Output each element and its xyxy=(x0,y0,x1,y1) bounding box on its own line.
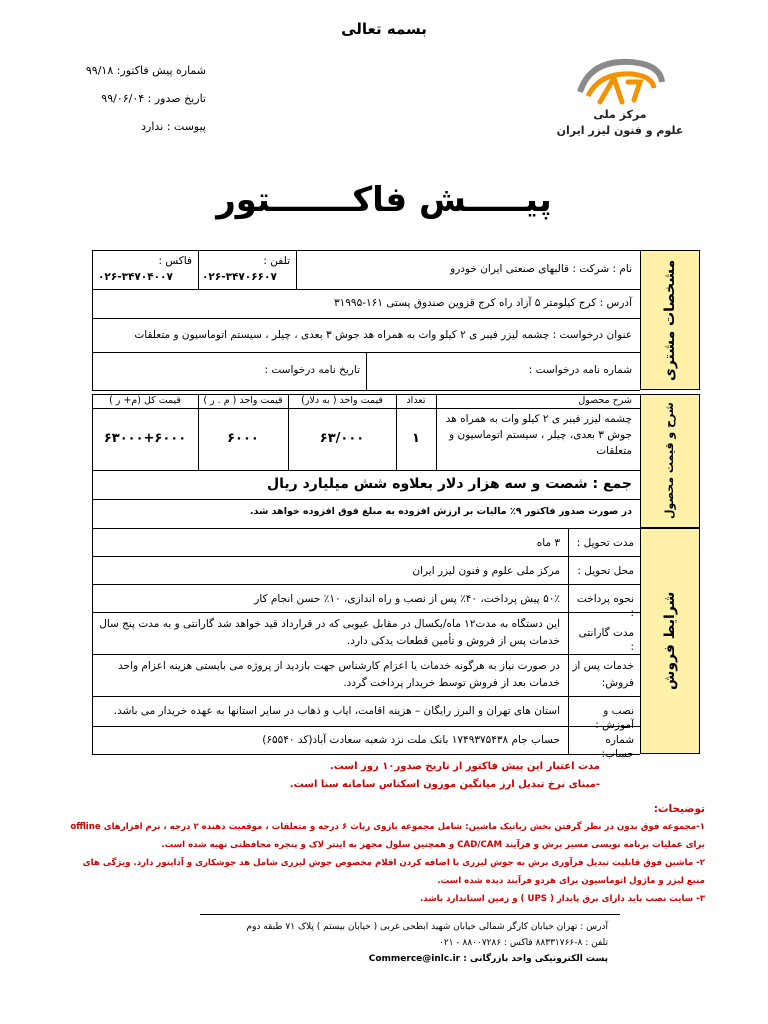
term-value-payment: ۵۰٪ پیش پرداخت، ۴۰٪ پس از نصب و راه اندازی، ۱۰٪ حسن انجام کار xyxy=(254,593,560,605)
item-qty: ۱ xyxy=(412,431,420,446)
note-line-1: ۱-مجموعه فوق بدون در نظر گرفتن بخش رباتیک ماشین: شامل مجموعه بازوی رباث ۶ درجه و متعلقات ، موقعیت دهنده ۲ درجه ، نرم افزارهای offline xyxy=(70,822,705,832)
item-total: ۶۳۰۰۰+۶۰۰۰ xyxy=(103,431,187,446)
term-value-warranty: این دستگاه به مدت۱۲ ماه/یکسال در مقابل عیوبی که در قرارداد قید خواهد شد گارانتی و به مدت پنج سال خدمات پس از فروش و تأمین قطعات یدکی دارد. xyxy=(99,618,560,647)
term-label-account: شماره حساب: xyxy=(601,734,634,761)
inlc-logo-icon xyxy=(570,52,670,112)
col-header-unit-usd: قیمت واحد ( به دلار) xyxy=(301,395,383,406)
term-label-delivery-place: محل تحویل : xyxy=(577,565,634,577)
col-header-unit-rial: قیمت واحد ( م . ر ) xyxy=(203,395,283,406)
note-line-2: برای عملیات برنامه نویسی مسیر برش و فرآیند CAD/CAM و همچنین سلول مجهز به اینتر لاک و پنجره محافظتی تهیه شده است. xyxy=(161,840,705,850)
item-unit-usd: ۶۳/۰۰۰ xyxy=(319,431,365,446)
request-number: شماره نامه درخواست : xyxy=(528,364,632,376)
attachment-status: پیوست : ندارد xyxy=(141,120,206,133)
col-header-description: شرح محصول xyxy=(578,395,632,406)
items-section-label: شرح و قیمت محصول xyxy=(663,402,676,520)
col-header-qty: تعداد xyxy=(406,395,426,406)
item-unit-rial: ۶۰۰۰ xyxy=(227,431,259,446)
phone-label: تلفن : xyxy=(263,255,290,267)
logo-line-2: علوم و فنون لیزر ایران xyxy=(556,124,684,137)
customer-section-label: مشخصات مشتری xyxy=(662,259,678,381)
fax-label: فاکس : xyxy=(158,255,192,267)
footer-phone: تلفن : ۸-۸۸۳۳۱۷۶۶ فاکس : ۸۸۰۰۷۲۸۶ - ۰۲۱ xyxy=(438,938,608,948)
bismillah-header: بسمه تعالی xyxy=(341,20,427,38)
term-label-payment: نحوه پرداخت : xyxy=(576,593,634,620)
term-label-warranty: مدت گارانتی : xyxy=(578,627,634,654)
notes-title: توضیحات: xyxy=(653,803,705,815)
customer-address: آدرس : کرج کیلومتر ۵ آزاد راه کرج قزوین صندوق پستی ۱۶۱-۳۱۹۹۵ xyxy=(334,297,632,309)
terms-section-label: شرایط فروش xyxy=(662,591,678,691)
vat-note: در صورت صدور فاکتور ۹٪ مالیات بر ارزش افزوده به مبلغ فوق افزوده خواهد شد. xyxy=(249,506,632,517)
term-label-after-sales: خدمات پس از فروش: xyxy=(572,660,634,689)
validity-line-2: -مبنای نرخ تبدیل ارز میانگین موزون اسکناس سامانه سنا است. xyxy=(289,779,600,790)
term-value-account: حساب جام ۱۷۴۹۳۷۵۴۳۸ بانک ملت نزد شعبه سعادت آباد(کد ۶۵۵۴۰) xyxy=(262,734,560,746)
term-value-delivery-place: مرکز ملی علوم و فنون لیزر ایران xyxy=(412,565,560,577)
term-value-after-sales: در صورت نیاز به هرگونه خدمات یا اعزام کارشناس جهت بازدید از پروژه می بایستی هزینه اعزام واحد خدمات بعد از فروش توسط خریدار پرداخت گردد. xyxy=(118,660,560,689)
request-date: تاریخ نامه درخواست : xyxy=(264,364,360,376)
col-header-total: قیمت کل (م+ ر ) xyxy=(109,395,181,406)
note-line-4: منبع لیزر و ماژول اتوماسیون برای هردو فرآیند دیده شده است. xyxy=(437,876,705,886)
validity-line-1: مدت اعتبار این پیش فاکتور از تاریخ صدور۱۰ روز است. xyxy=(329,761,600,772)
request-title: عنوان درخواست : چشمه لیزر فیبر ی ۲ کیلو وات به همراه هد جوش ۳ بعدی ، چیلر ، سیستم اتوماسیون و متعلقات xyxy=(134,329,632,341)
issue-date: تاریخ صدور : ۹۹/۰۶/۰۴ xyxy=(101,92,206,105)
footer-divider xyxy=(200,914,620,915)
note-line-5: ۳- سایت نصب باید دارای برق پایدار ( UPS ) و زمین استاندارد باشد. xyxy=(419,894,705,904)
fax-value: ۰۲۶-۳۴۷۰۴۰۰۷ xyxy=(98,271,173,283)
term-label-installation: نصب و آموزش : xyxy=(595,705,634,732)
term-value-delivery-time: ۳ ماه xyxy=(536,537,560,549)
note-line-3: ۲- ماشین فوق قابلیت تبدیل فرآوری برش به جوش لیزری با اضافه کردن اقلام مخصوص جوش لیزری شامل هد جوشکاری و آداپتور دارد. ویژگی های xyxy=(82,858,705,868)
term-value-installation: استان های تهران و البرز رایگان – هزینه اقامت، ایاب و ذهاب در سایر استانها به عهده خریدار می باشد. xyxy=(113,705,560,717)
footer-email: پست الکترونیکی واحد بازرگانی : Commerce@inlc.ir xyxy=(368,954,608,964)
logo-line-1: مرکز ملی xyxy=(593,108,647,121)
customer-company: نام : شرکت : قالبهای صنعتی ایران خودرو xyxy=(450,263,632,275)
document-title: پیـــــش فاکـــــــتور xyxy=(216,180,552,220)
term-label-delivery-time: مدت تحویل : xyxy=(576,537,634,549)
footer-address: آدرس : تهران خیابان کارگر شمالی خیابان شهید ابطحی غربی ( خیابان بیستم ) پلاک ۷۱ طبقه دوم xyxy=(246,922,608,932)
sum-text: جمع : شصت و سه هزار دلار بعلاوه شش میلیارد ریال xyxy=(266,476,632,492)
invoice-number: شماره پیش فاکتور: ۹۹/۱۸ xyxy=(85,64,206,77)
item-description: چشمه لیزر فیبر ی ۲ کیلو وات به همراه هد جوش ۳ بعدی، چیلر ، سیستم اتوماسیون و متعلقات xyxy=(445,413,632,457)
phone-value: ۰۲۶-۳۴۷۰۶۶۰۷ xyxy=(202,271,277,283)
